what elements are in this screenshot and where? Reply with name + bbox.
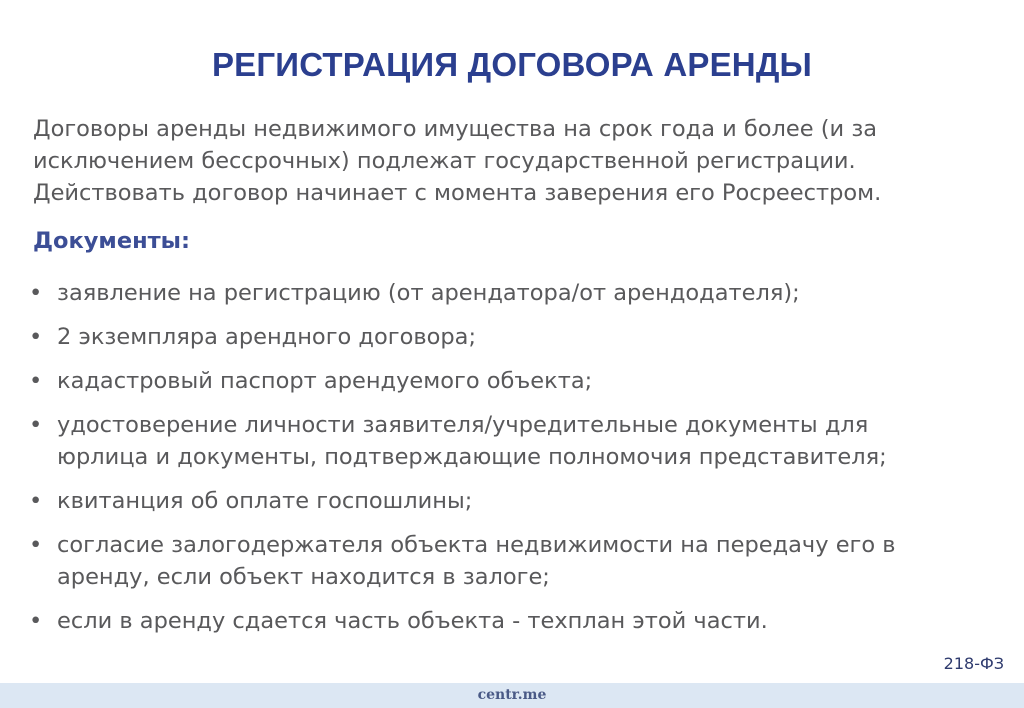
intro-line: Договоры аренды недвижимого имущества на срок года и более (и за	[33, 116, 878, 142]
documents-list	[29, 277, 1009, 649]
bullet-icon: •	[29, 608, 43, 634]
list-item	[29, 277, 1009, 309]
bullet-icon: •	[29, 488, 43, 514]
list-item-text: согласие залогодержателя объекта недвижимости на передачу его в	[57, 532, 896, 558]
list-item-text: квитанция об оплате госпошлины;	[57, 488, 473, 514]
footer-bar	[0, 683, 1024, 708]
list-item-text: удостоверение личности заявителя/учредительные документы для	[57, 412, 869, 438]
list-item-text: заявление на регистрацию (от арендатора/от арендодателя);	[57, 280, 800, 306]
footer-site-link[interactable]: centr.me	[477, 687, 547, 703]
list-item	[29, 529, 1009, 593]
list-item	[29, 485, 1009, 517]
law-reference: 218-ФЗ	[943, 654, 1004, 673]
list-item	[29, 605, 1009, 637]
bullet-icon: •	[29, 280, 43, 306]
list-item-text: аренду, если объект находится в залоге;	[57, 564, 550, 590]
list-item	[29, 321, 1009, 353]
documents-heading: Документы:	[33, 228, 191, 254]
bullet-icon: •	[29, 412, 43, 438]
bullet-icon: •	[29, 532, 43, 558]
list-item-text: юрлица и документы, подтверждающие полномочия представителя;	[57, 444, 887, 470]
list-item	[29, 409, 1009, 473]
intro-line: исключением бессрочных) подлежат государственной регистрации.	[33, 148, 856, 174]
list-item	[29, 365, 1009, 397]
slide-title: РЕГИСТРАЦИЯ ДОГОВОРА АРЕНДЫ	[211, 46, 813, 83]
intro-line: Действовать договор начинает с момента заверения его Росреестром.	[33, 180, 882, 206]
intro-paragraph	[33, 113, 1003, 209]
list-item-text: кадастровый паспорт арендуемого объекта;	[57, 368, 593, 394]
bullet-icon: •	[29, 324, 43, 350]
list-item-text: 2 экземпляра арендного договора;	[57, 324, 477, 350]
bullet-icon: •	[29, 368, 43, 394]
list-item-text: если в аренду сдается часть объекта - техплан этой части.	[57, 608, 768, 634]
